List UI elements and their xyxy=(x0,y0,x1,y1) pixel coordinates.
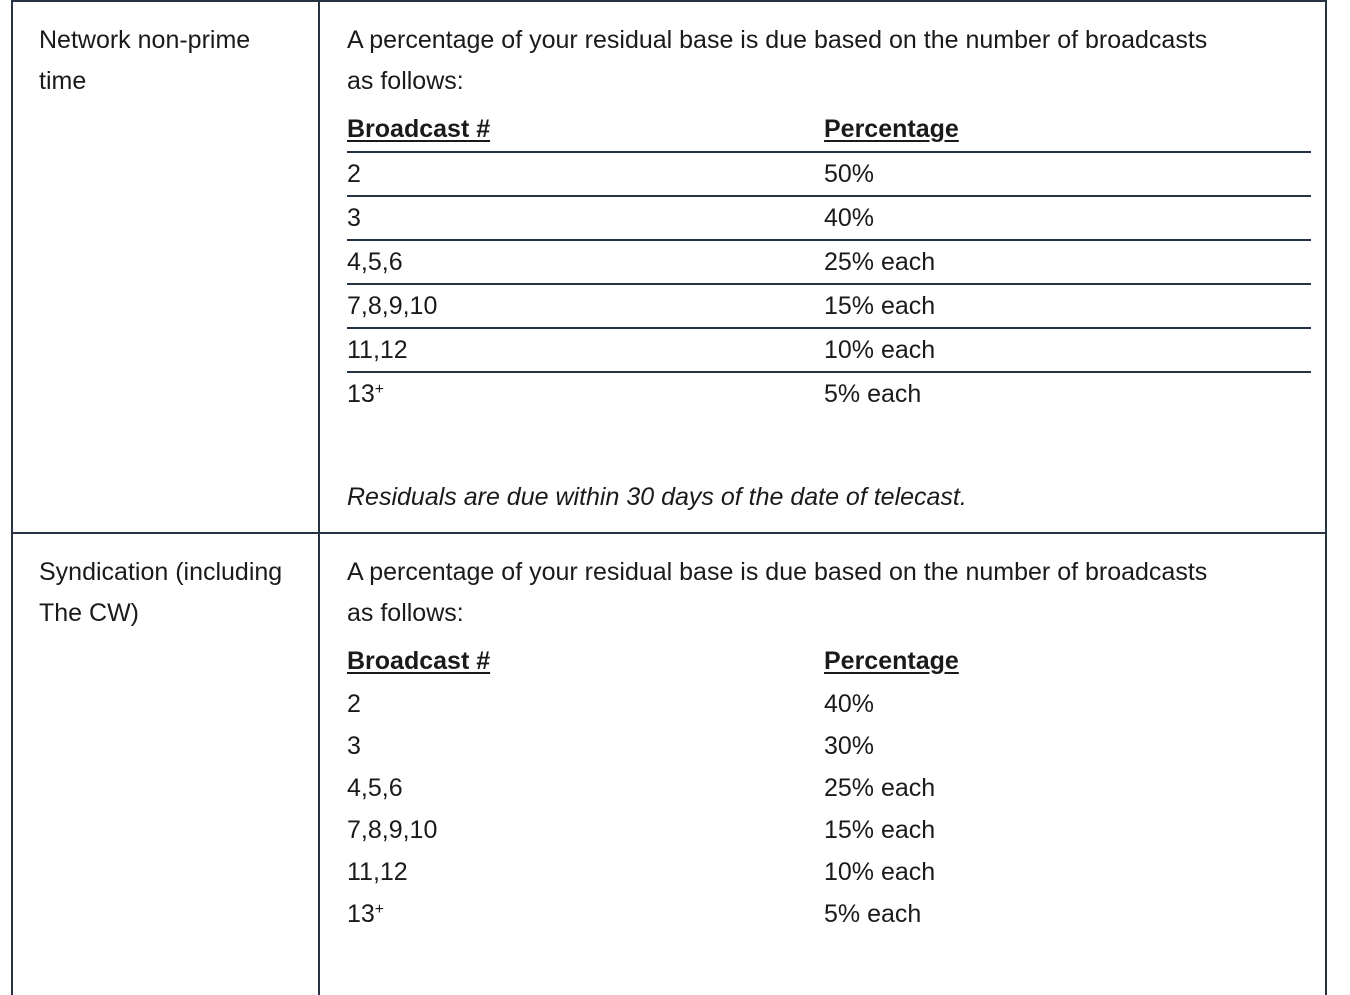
schedule-row xyxy=(347,196,1311,240)
terms-intro-text: A percentage of your residual base is due based on the number of broadcasts as follows: xyxy=(347,26,1208,95)
terms-content xyxy=(320,534,1325,995)
spacer xyxy=(347,935,1311,981)
column-header-percentage: Percentage xyxy=(824,647,959,675)
percentage-value: 25% each xyxy=(824,240,1311,284)
table-cell-terms xyxy=(319,1,1326,533)
residual-terms-table xyxy=(11,0,1327,995)
spacer xyxy=(347,415,1311,477)
broadcast-number xyxy=(347,893,824,935)
percentage-value: 25% each xyxy=(824,774,936,802)
broadcast-number: 3 xyxy=(347,732,361,760)
broadcast-number: 4,5,6 xyxy=(347,240,824,284)
column-header-broadcast: Broadcast # xyxy=(347,115,491,143)
column-header-broadcast: Broadcast # xyxy=(347,647,491,675)
use-type-label: Network non-prime time xyxy=(39,26,251,95)
schedule-row xyxy=(347,372,1311,415)
use-type-label: Syndication (including The CW) xyxy=(39,558,283,627)
schedule-row xyxy=(347,767,1311,809)
percentage-value: 10% each xyxy=(824,858,936,886)
broadcast-number: 7,8,9,10 xyxy=(347,284,824,328)
broadcast-number-base: 13 xyxy=(347,380,375,408)
broadcast-number-plus-suffix: + xyxy=(374,380,384,398)
table-cell-terms xyxy=(319,533,1326,995)
table-cell-use-type xyxy=(12,533,319,995)
schedule-header-row xyxy=(347,108,1311,152)
percentage-value: 15% each xyxy=(824,284,1311,328)
schedule-row xyxy=(347,851,1311,893)
broadcast-number-base: 13 xyxy=(347,900,375,928)
terms-intro-text: A percentage of your residual base is due based on the number of broadcasts as follows: xyxy=(347,558,1208,627)
broadcast-number: 2 xyxy=(347,152,824,196)
table-cell-use-type xyxy=(12,1,319,533)
residual-due-footnote: Residuals are due within 30 days of the date of telecast. xyxy=(347,483,967,511)
broadcast-number: 11,12 xyxy=(347,858,408,886)
percentage-value: 5% each xyxy=(824,900,922,928)
schedule-row xyxy=(347,809,1311,851)
schedule-row xyxy=(347,683,1311,725)
schedule-row xyxy=(347,725,1311,767)
broadcast-schedule-table xyxy=(347,640,1311,935)
percentage-value: 10% each xyxy=(824,328,1311,372)
percentage-value: 50% xyxy=(824,152,1311,196)
schedule-row xyxy=(347,893,1311,935)
broadcast-number: 2 xyxy=(347,690,361,718)
schedule-row xyxy=(347,240,1311,284)
percentage-value: 40% xyxy=(824,196,1311,240)
percentage-value: 40% xyxy=(824,690,875,718)
broadcast-number xyxy=(347,372,824,415)
broadcast-number: 11,12 xyxy=(347,328,824,372)
terms-content xyxy=(320,2,1325,532)
percentage-value: 30% xyxy=(824,732,875,760)
column-header-percentage: Percentage xyxy=(824,115,959,143)
schedule-row xyxy=(347,284,1311,328)
percentage-value: 5% each xyxy=(824,372,1311,415)
broadcast-number: 4,5,6 xyxy=(347,774,403,802)
broadcast-number: 3 xyxy=(347,196,824,240)
percentage-value: 15% each xyxy=(824,816,936,844)
broadcast-number-plus-suffix: + xyxy=(374,900,384,918)
table-row xyxy=(12,1,1326,533)
broadcast-schedule-table xyxy=(347,108,1311,415)
schedule-row xyxy=(347,328,1311,372)
table-row xyxy=(12,533,1326,995)
broadcast-number: 7,8,9,10 xyxy=(347,816,438,844)
schedule-row xyxy=(347,152,1311,196)
schedule-header-row xyxy=(347,640,1311,683)
